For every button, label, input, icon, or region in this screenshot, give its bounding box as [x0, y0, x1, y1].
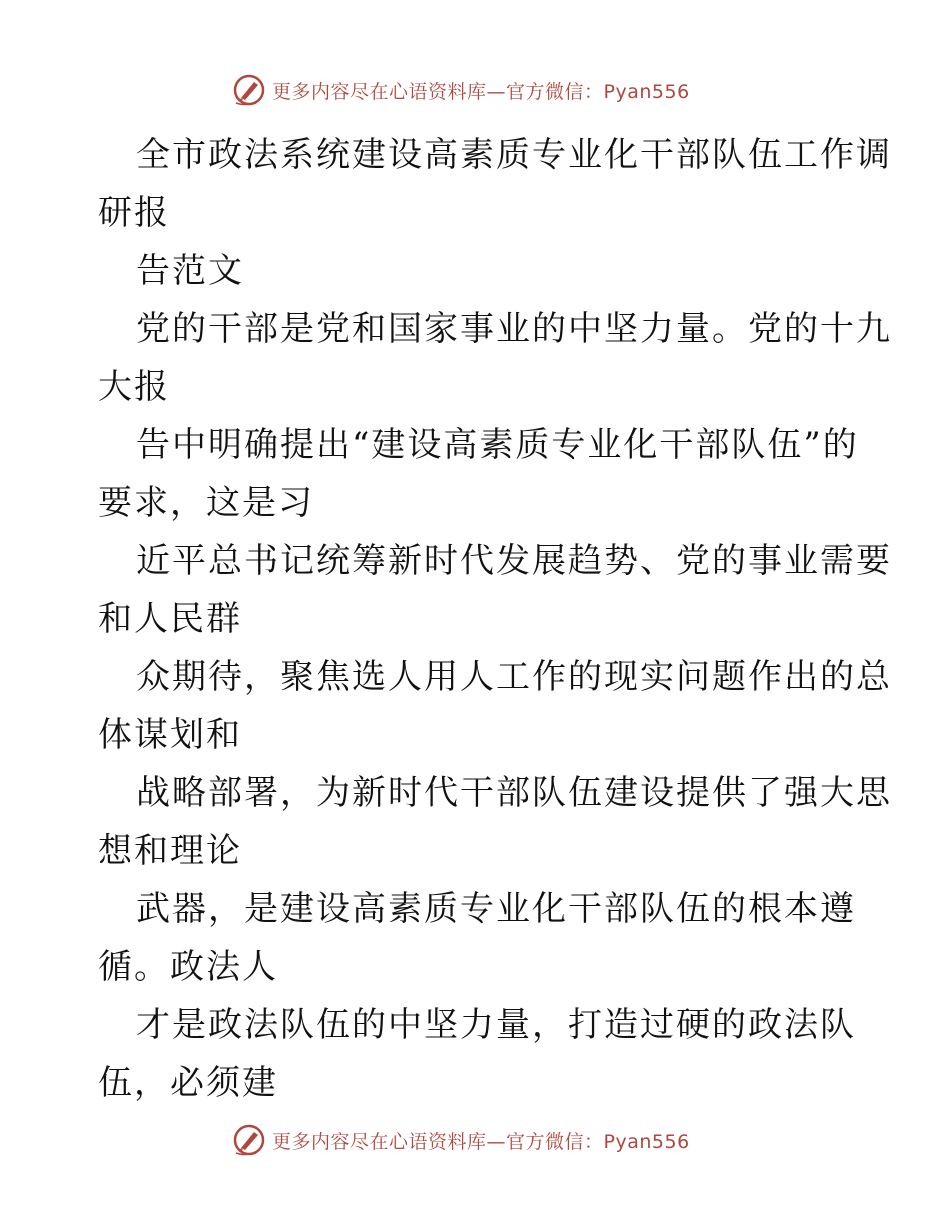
text-line: 近平总书记统筹新时代发展趋势、党的事业需要	[136, 541, 892, 581]
text-line: 体谋划和	[98, 715, 242, 755]
text-line: 党的干部是党和国家事业的中坚力量。党的十九	[136, 309, 892, 349]
text-line: 伍，必须建	[98, 1063, 278, 1103]
text-line: 战略部署，为新时代干部队伍建设提供了强大思	[136, 773, 892, 813]
text-line: 告范文	[136, 251, 244, 291]
text-line: 全市政法系统建设高素质专业化干部队伍工作调	[136, 135, 892, 175]
text-line: 大报	[98, 367, 170, 407]
document-body	[98, 126, 892, 1112]
text-line: 和人民群	[98, 599, 242, 639]
watermark-text: 更多内容尽在心语资料库—官方微信：Pyan556	[272, 80, 690, 103]
text-line: 告中明确提出“建设高素质专业化干部队伍”的	[136, 425, 859, 465]
text-line: 武器，是建设高素质专业化干部队伍的根本遵	[136, 889, 856, 929]
text-line: 众期待，聚焦选人用人工作的现实问题作出的总	[136, 657, 892, 697]
quill-pen-logo-icon	[232, 73, 266, 107]
watermark-text: 更多内容尽在心语资料库—官方微信：Pyan556	[272, 1130, 690, 1153]
quill-pen-logo-icon	[232, 1123, 266, 1157]
text-line: 想和理论	[98, 831, 242, 871]
text-line: 要求，这是习	[98, 483, 314, 523]
text-line: 才是政法队伍的中坚力量，打造过硬的政法队	[136, 1005, 856, 1045]
header-watermark	[232, 70, 690, 110]
text-line: 研报	[98, 193, 170, 233]
text-line: 循。政法人	[98, 947, 278, 987]
footer-watermark	[232, 1120, 690, 1160]
